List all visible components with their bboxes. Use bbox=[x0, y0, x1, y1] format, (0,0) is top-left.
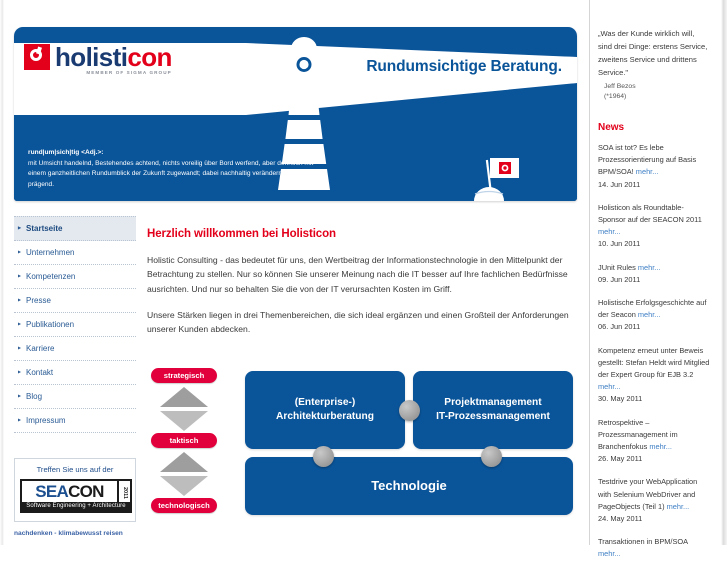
news-item bbox=[598, 345, 710, 406]
connector-knob-3 bbox=[481, 446, 502, 467]
level-label: taktisch bbox=[169, 436, 199, 445]
box-text bbox=[436, 396, 550, 424]
news-item bbox=[598, 202, 710, 251]
news-date: 14. Jun 2011 bbox=[598, 179, 641, 189]
page-right-edge bbox=[721, 0, 727, 545]
double-arrow-icon-lower bbox=[158, 450, 210, 498]
nav-label: Blog bbox=[26, 392, 43, 401]
chevron-right-icon: ▸ bbox=[18, 321, 22, 327]
chevron-right-icon: ▸ bbox=[18, 393, 22, 399]
level-badge-taktisch bbox=[151, 433, 217, 448]
nav-label: Startseite bbox=[26, 224, 63, 233]
news-more-link[interactable]: mehr... bbox=[598, 227, 621, 237]
chevron-right-icon: ▸ bbox=[18, 417, 22, 423]
nav-label: Unternehmen bbox=[26, 248, 75, 257]
connector-knob-1 bbox=[399, 400, 420, 421]
news-date: 30. May 2011 bbox=[598, 394, 643, 404]
sidebar-item-unternehmen[interactable] bbox=[14, 241, 136, 265]
news-date: 06. Jun 2011 bbox=[598, 322, 641, 332]
news-more-link[interactable]: mehr... bbox=[637, 310, 661, 320]
seacon-wordmark bbox=[22, 481, 117, 502]
chevron-right-icon: ▸ bbox=[18, 225, 22, 231]
news-heading: News bbox=[598, 122, 625, 133]
definition-body: mit Umsicht handelnd, Bestehendes achtend, nichts voreilig über Bord werfend, aber dennoch mit einem ganzheitlichen Rundumblick der Zukunft zugewandt; dabei nachhaltig verändernd und prägend. bbox=[28, 159, 314, 188]
news-more-link[interactable]: mehr... bbox=[666, 501, 690, 511]
logo-wordmark bbox=[55, 44, 172, 71]
banner-definition bbox=[28, 148, 318, 190]
sidebar-item-kompetenzen[interactable] bbox=[14, 265, 136, 289]
footer-note: nachdenken - klimabewusst reisen bbox=[14, 530, 123, 537]
nav-label: Kompetenzen bbox=[26, 272, 76, 281]
level-badge-technologisch bbox=[151, 498, 217, 513]
nav-label: Publikationen bbox=[26, 320, 75, 329]
sidebar-item-karriere[interactable] bbox=[14, 337, 136, 361]
news-item bbox=[598, 262, 710, 286]
quote-author: Jeff Bezos bbox=[604, 83, 636, 90]
news-date: 26. May 2011 bbox=[598, 454, 643, 464]
news-text: Retrospektive – Prozessmanagement im Branchenfokus bbox=[598, 417, 678, 452]
nav-label: Presse bbox=[26, 296, 51, 305]
news-text: Testdrive your WebApplication with Selenium WebDriver and PageObjects (Teil 1) bbox=[598, 477, 698, 511]
seacon-word-part1: SEA bbox=[35, 482, 69, 501]
box-line-1: Projektmanagement bbox=[444, 397, 542, 408]
chevron-right-icon: ▸ bbox=[18, 249, 22, 255]
logo-subtitle: MEMBER OF SIGMA GROUP bbox=[86, 70, 172, 75]
diagram-box-architektur[interactable] bbox=[245, 371, 405, 449]
news-more-link[interactable]: mehr... bbox=[637, 262, 661, 272]
banner-tagline: Rundumsichtige Beratung. bbox=[366, 58, 562, 75]
box-line-2: IT-Prozessmanagement bbox=[436, 411, 550, 422]
news-item bbox=[598, 476, 710, 525]
news-item bbox=[598, 417, 710, 466]
promo-meet-text: Treffen Sie uns auf der bbox=[36, 465, 114, 474]
main-content bbox=[147, 228, 572, 348]
level-label: technologisch bbox=[158, 501, 210, 510]
diagram-box-projektmanagement[interactable] bbox=[413, 371, 573, 449]
news-item bbox=[598, 536, 710, 560]
diagram-box-technologie[interactable] bbox=[245, 457, 573, 515]
header-banner bbox=[14, 27, 577, 201]
news-text: Holistische Erfolgsgeschichte auf der Seacon bbox=[598, 298, 707, 320]
news-text: Kompetenz erneut unter Beweis gestellt: Stefan Heldt wird Mitglied der Expert Group für EJB 3.2 bbox=[598, 345, 710, 380]
box-line-2: Architekturberatung bbox=[276, 411, 374, 422]
competency-diagram bbox=[147, 365, 575, 520]
seacon-word-part2: CON bbox=[68, 482, 104, 501]
connector-knob-2 bbox=[313, 446, 334, 467]
double-arrow-icon-upper bbox=[158, 385, 210, 433]
chevron-right-icon: ▸ bbox=[18, 369, 22, 375]
level-label: strategisch bbox=[163, 371, 205, 380]
seacon-logo-top bbox=[22, 481, 130, 502]
sidebar-item-impressum[interactable] bbox=[14, 409, 136, 433]
site-logo[interactable] bbox=[24, 42, 172, 75]
news-date: 24. May 2011 bbox=[598, 514, 643, 524]
seacon-subtitle: Software Engineering + Architecture bbox=[22, 502, 130, 511]
logo-word-part1: holisti bbox=[55, 42, 128, 72]
news-more-link[interactable]: mehr... bbox=[598, 549, 621, 559]
chevron-right-icon: ▸ bbox=[18, 345, 22, 351]
nav-list bbox=[14, 216, 136, 433]
sidebar-item-publikationen[interactable] bbox=[14, 313, 136, 337]
level-badge-strategisch bbox=[151, 368, 217, 383]
news-date: 09. Jun 2011 bbox=[598, 274, 641, 284]
sidebar-item-startseite[interactable] bbox=[14, 216, 136, 241]
sidebar-item-blog[interactable] bbox=[14, 385, 136, 409]
box-text bbox=[276, 396, 374, 424]
news-text: JUnit Rules bbox=[598, 262, 636, 272]
right-sidebar bbox=[598, 27, 710, 572]
intro-paragraph-2: Unsere Stärken liegen in drei Themenbereichen, die sich ideal ergänzen und einen Großteil der Anforderungen unserer Kunden abdecken. bbox=[147, 309, 569, 335]
news-more-link[interactable]: mehr... bbox=[635, 167, 659, 177]
main-navigation bbox=[14, 216, 136, 433]
column-divider bbox=[589, 0, 590, 545]
seacon-logo bbox=[20, 479, 132, 513]
page-left-edge bbox=[0, 0, 4, 545]
news-more-link[interactable]: mehr... bbox=[598, 382, 621, 392]
pull-quote: „Was der Kunde wirklich will, sind drei Dinge: erstens Service, zweitens Service und drittens Service." bbox=[598, 29, 708, 77]
holisticon-logo-mark bbox=[24, 44, 50, 70]
news-text: Holisticon als Roundtable-Sponsor auf der SEACON 2011 bbox=[598, 202, 702, 225]
buoy-flag-icon bbox=[466, 155, 528, 201]
intro-paragraph-1: Holistic Consulting - das bedeutet für uns, den Wertbeitrag der Informationstechnologie in den Mittelpunkt der Betrachtung zu stellen. Nur so können Sie unserer Meinung nach die IT besser auf Ihre fachlichen Bedürfnisse ausrichten. Und nur so behalten Sie die von der IT verursachten Kosten im Griff. bbox=[147, 255, 568, 294]
news-item bbox=[598, 297, 710, 334]
seacon-promo-box[interactable] bbox=[14, 458, 136, 522]
box-line-1: Technologie bbox=[371, 478, 447, 493]
news-more-link[interactable]: mehr... bbox=[649, 442, 672, 452]
chevron-right-icon: ▸ bbox=[18, 273, 22, 279]
nav-label: Impressum bbox=[26, 416, 66, 425]
nav-label: Karriere bbox=[26, 344, 55, 353]
box-line-1: (Enterprise-) bbox=[294, 397, 356, 408]
sidebar-item-presse[interactable] bbox=[14, 289, 136, 313]
page-title: Herzlich willkommen bei Holisticon bbox=[147, 228, 336, 240]
definition-term: rund|um|sich|tig <Adj.>: bbox=[28, 149, 104, 157]
quote-author-born: (*1964) bbox=[604, 93, 627, 100]
sidebar-item-kontakt[interactable] bbox=[14, 361, 136, 385]
chevron-right-icon: ▸ bbox=[18, 297, 22, 303]
seacon-year: 2011 bbox=[117, 481, 130, 502]
news-text: Transaktionen in BPM/SOA bbox=[598, 537, 688, 547]
news-item bbox=[598, 142, 710, 191]
news-text: SOA ist tot? Es lebe Prozessorientierung auf Basis BPM/SOA! bbox=[598, 143, 697, 177]
nav-label: Kontakt bbox=[26, 368, 54, 377]
logo-word-part2: con bbox=[127, 42, 172, 72]
news-date: 10. Jun 2011 bbox=[598, 239, 641, 249]
